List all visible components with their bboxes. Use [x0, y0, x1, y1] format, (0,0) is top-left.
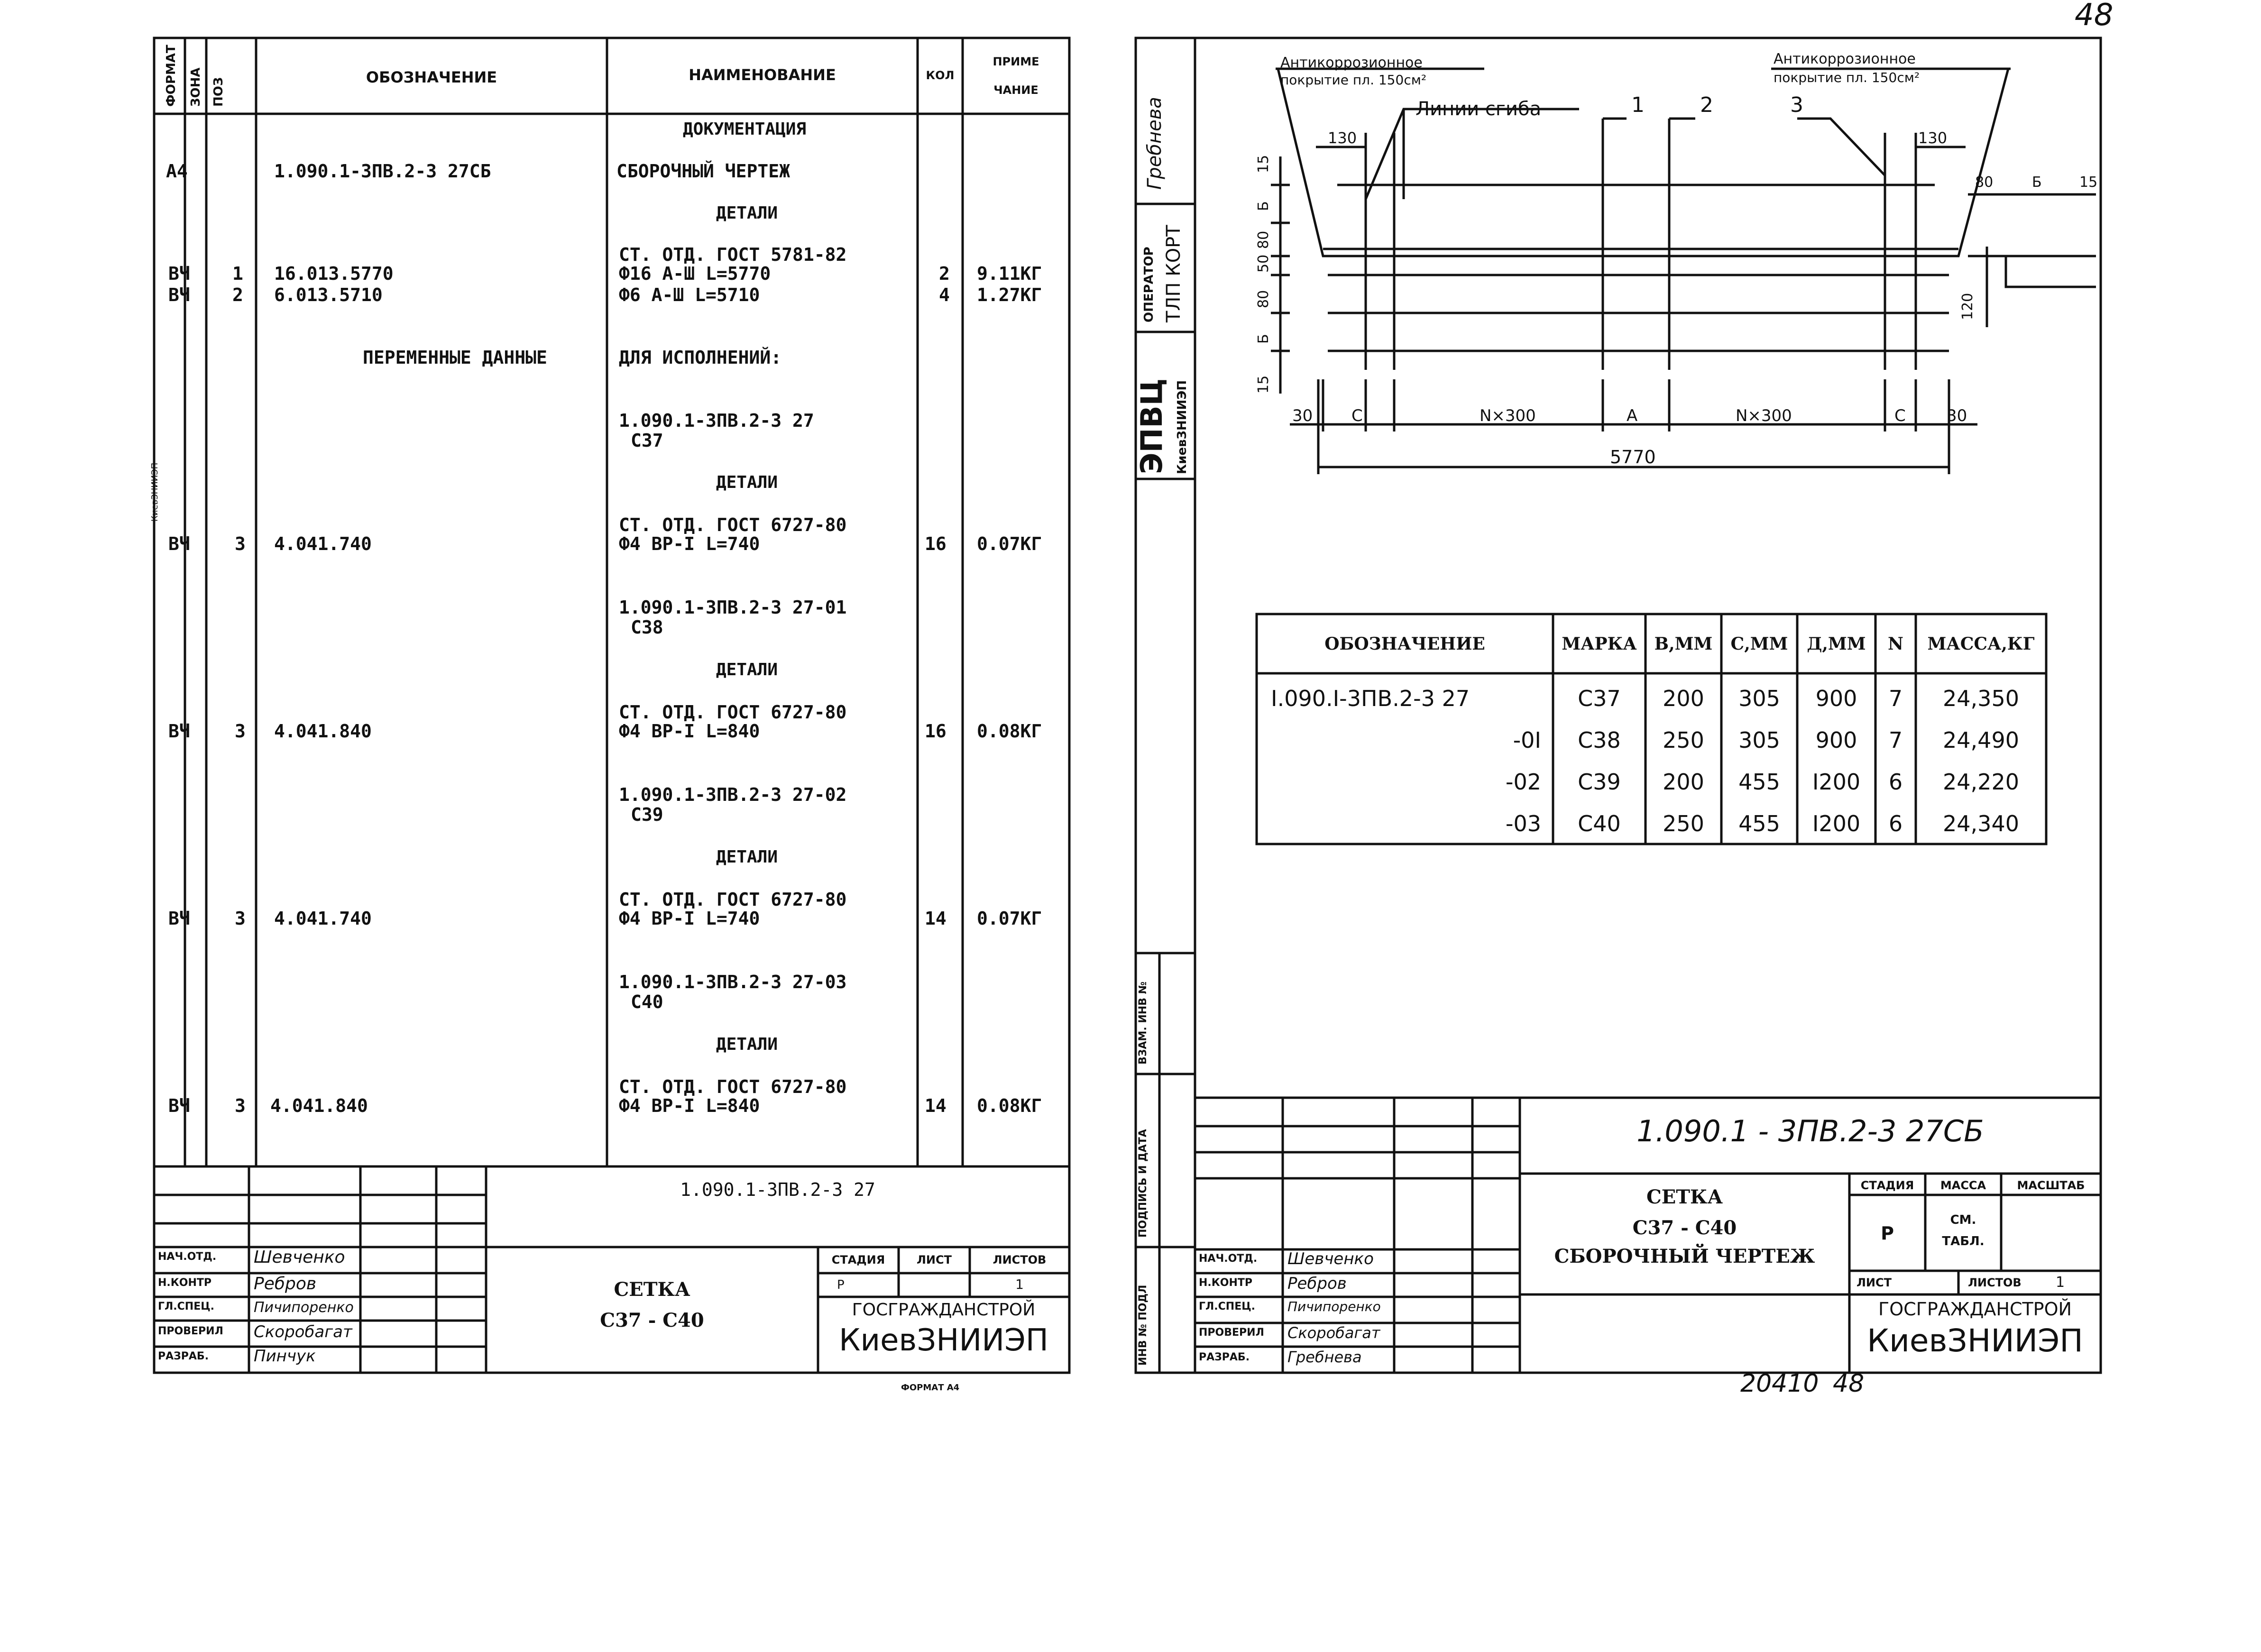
- v1-format: ВЧ: [168, 533, 190, 554]
- pos-2: 2: [1700, 93, 1713, 117]
- v3-mark: С39: [631, 804, 663, 825]
- right-tb-mass-1: СМ.: [1950, 1213, 1976, 1227]
- left-tb-stage: Р: [837, 1278, 845, 1292]
- right-tb-org: ГОСГРАЖДАНСТРОЙ: [1878, 1299, 2072, 1320]
- left-frame: [154, 38, 1069, 1373]
- header-position: ПОЗ: [211, 77, 226, 107]
- side-inv-orig: ИНВ № ПОДЛ: [1137, 1285, 1149, 1366]
- tbl-r4-n: 6: [1888, 811, 1903, 836]
- v4-note: 0.08КГ: [977, 1095, 1042, 1116]
- dim-n300-right: N×300: [1736, 406, 1792, 425]
- tbl-h-n: N: [1888, 634, 1903, 654]
- v1-pos: 3: [235, 533, 246, 554]
- v4-designation: 4.041.840: [270, 1095, 368, 1116]
- dim-30-left: 30: [1292, 406, 1313, 425]
- v2-code: 1.090.1-3ПВ.2-3 27-01: [619, 597, 847, 618]
- right-tb-sheet-h: ЛИСТ: [1857, 1276, 1892, 1289]
- p2-name: Ф6 А-Ш L=5710: [619, 285, 760, 305]
- v3-pos: 3: [235, 908, 246, 929]
- variable-data: ПЕРЕМЕННЫЕ ДАННЫЕ: [363, 347, 547, 368]
- dim-b-top: Б: [1255, 201, 1272, 211]
- v3-name-2: Ф4 ВР-I L=740: [619, 908, 760, 929]
- tbl-h-b: В,ММ: [1654, 634, 1713, 654]
- v1-mark: С37: [631, 430, 663, 451]
- p1-format: ВЧ: [168, 263, 190, 284]
- tbl-h-mark: МАРКА: [1562, 634, 1637, 654]
- archive-sheet: 48: [1833, 1369, 1865, 1398]
- coat-left-2: покрытие пл. 150см²: [1280, 72, 1427, 88]
- right-person-2: Ребров: [1287, 1274, 1347, 1293]
- doc-format: А4: [166, 161, 188, 182]
- left-tb-institute: КиевЗНИИЭП: [839, 1323, 1048, 1358]
- right-role-3: ГЛ.СПЕЦ.: [1199, 1301, 1256, 1312]
- side-evc-sub: КиевЗНИИЭП: [1175, 380, 1189, 474]
- left-side-stamp: КиевЗНИИЭП: [150, 462, 160, 522]
- p2-note: 1.27КГ: [977, 285, 1042, 305]
- v4-name-1: СТ. ОТД. ГОСТ 6727-80: [619, 1076, 847, 1097]
- tbl-r1-d: 900: [1815, 686, 1857, 711]
- right-tb-title-1: СЕТКА: [1646, 1186, 1723, 1208]
- p1-note: 9.11КГ: [977, 263, 1042, 284]
- v2-format: ВЧ: [168, 721, 190, 742]
- right-person-5: Гребнева: [1287, 1348, 1362, 1366]
- dim-right-15: 15: [2079, 174, 2098, 191]
- tbl-r1-designation: I.090.I-3ПВ.2-3 27: [1271, 686, 1470, 711]
- p2-qty: 4: [939, 285, 950, 305]
- left-tb-code: 1.090.1-3ПВ.2-3 27: [680, 1179, 875, 1200]
- v3-name-1: СТ. ОТД. ГОСТ 6727-80: [619, 889, 847, 910]
- v2-pos: 3: [235, 721, 246, 742]
- v2-note: 0.08КГ: [977, 721, 1042, 742]
- tbl-r2-b: 250: [1663, 727, 1704, 753]
- right-tb-stage-h: СТАДИЯ: [1860, 1179, 1914, 1192]
- v1-code: 1.090.1-3ПВ.2-3 27: [619, 410, 814, 431]
- left-tb-title-2: С37 - С40: [600, 1309, 704, 1331]
- v3-code: 1.090.1-3ПВ.2-3 27-02: [619, 784, 847, 805]
- v1-name-1: СТ. ОТД. ГОСТ 6727-80: [619, 514, 847, 535]
- v3-qty: 14: [925, 908, 947, 929]
- archive-number: 20410: [1740, 1369, 1819, 1398]
- v2-name-1: СТ. ОТД. ГОСТ 6727-80: [619, 702, 847, 723]
- dim-120: 120: [1959, 293, 1976, 320]
- dim-50: 50: [1255, 254, 1272, 273]
- p2-pos: 2: [232, 285, 243, 305]
- left-person-5: Пинчук: [254, 1347, 316, 1366]
- right-tb-institute: КиевЗНИИЭП: [1867, 1322, 2083, 1359]
- tbl-r2-mark: С38: [1578, 727, 1621, 753]
- left-person-2: Ребров: [254, 1274, 317, 1294]
- tbl-r3-mark: С39: [1578, 769, 1621, 795]
- header-note-1: ПРИМЕ: [993, 55, 1039, 68]
- mesh-drawing: [1271, 69, 2096, 474]
- left-person-1: Шевченко: [254, 1248, 345, 1267]
- tbl-r1-mass: 24,350: [1943, 686, 2019, 711]
- dim-80: 80: [1255, 230, 1272, 249]
- right-person-3: Пичипоренко: [1287, 1299, 1381, 1314]
- dim-right-80: 80: [1975, 174, 1994, 191]
- left-tb-sheet-h: ЛИСТ: [916, 1253, 952, 1267]
- tbl-r2-c: 305: [1738, 727, 1780, 753]
- pos-1: 1: [1631, 93, 1645, 117]
- bend-lines: Линии сгиба: [1415, 98, 1542, 120]
- v2-mark: С38: [631, 617, 663, 638]
- v4-code: 1.090.1-3ПВ.2-3 27-03: [619, 972, 847, 992]
- v4-format: ВЧ: [168, 1095, 190, 1116]
- tbl-r1-b: 200: [1663, 686, 1704, 711]
- tbl-r1-mark: С37: [1578, 686, 1621, 711]
- v3-parts: ДЕТАЛИ: [716, 847, 778, 867]
- page-number: 48: [2075, 0, 2114, 33]
- tbl-r3-designation: -02: [1505, 769, 1541, 795]
- left-tb-org: ГОСГРАЖДАНСТРОЙ: [852, 1300, 1036, 1320]
- dim-80b: 80: [1255, 290, 1272, 308]
- tbl-r4-mark: С40: [1578, 811, 1621, 836]
- right-role-4: ПРОВЕРИЛ: [1199, 1327, 1264, 1339]
- right-tb-title-2: С37 - С40: [1632, 1217, 1737, 1239]
- left-tb-title-1: СЕТКА: [614, 1278, 690, 1301]
- dim-c-right: С: [1894, 406, 1906, 425]
- left-role-4: ПРОВЕРИЛ: [158, 1325, 223, 1337]
- header-note-2: ЧАНИЕ: [993, 83, 1039, 97]
- tbl-r4-d: I200: [1812, 811, 1861, 836]
- v2-designation: 4.041.840: [274, 721, 372, 742]
- header-zone: ЗОНА: [189, 67, 203, 107]
- for-variants: ДЛЯ ИСПОЛНЕНИЙ:: [619, 347, 782, 368]
- v2-qty: 16: [925, 721, 947, 742]
- tbl-r3-d: I200: [1812, 769, 1861, 795]
- side-vzam: ВЗАМ. ИНВ №: [1137, 981, 1149, 1065]
- v1-note: 0.07КГ: [977, 533, 1042, 554]
- v4-pos: 3: [235, 1095, 246, 1116]
- tbl-r3-c: 455: [1738, 769, 1780, 795]
- v4-parts: ДЕТАЛИ: [716, 1035, 778, 1054]
- dim-130-left: 130: [1328, 129, 1357, 147]
- side-tlp: ТЛП КОРТ: [1163, 225, 1185, 322]
- v3-format: ВЧ: [168, 908, 190, 929]
- v1-designation: 4.041.740: [274, 533, 372, 554]
- v1-name-2: Ф4 ВР-I L=740: [619, 533, 760, 554]
- right-role-5: РАЗРАБ.: [1199, 1351, 1250, 1363]
- v2-name-2: Ф4 ВР-I L=840: [619, 721, 760, 742]
- header-name: НАИМЕНОВАНИЕ: [689, 66, 836, 84]
- tbl-r1-c: 305: [1738, 686, 1780, 711]
- tbl-r4-c: 455: [1738, 811, 1780, 836]
- dim-n300-left: N×300: [1480, 406, 1536, 425]
- p2-designation: 6.013.5710: [274, 285, 383, 305]
- tbl-h-mass: МАССА,КГ: [1927, 634, 2035, 654]
- v3-note: 0.07КГ: [977, 908, 1042, 929]
- tbl-h-designation: ОБОЗНАЧЕНИЕ: [1324, 634, 1485, 654]
- v4-name-2: Ф4 ВР-I L=840: [619, 1095, 760, 1116]
- left-role-2: Н.КОНТР: [158, 1277, 211, 1289]
- tbl-r4-mass: 24,340: [1943, 811, 2019, 836]
- right-role-2: Н.КОНТР: [1199, 1277, 1252, 1289]
- v1-qty: 16: [925, 533, 947, 554]
- coat-right-2: покрытие пл. 150см²: [1774, 70, 1920, 85]
- left-role-1: НАЧ.ОТД.: [158, 1251, 217, 1263]
- right-role-1: НАЧ.ОТД.: [1199, 1253, 1258, 1265]
- dim-right-b: Б: [2032, 174, 2042, 191]
- dim-130-right: 130: [1918, 129, 1948, 147]
- right-tb-title-3: СБОРОЧНЫЙ ЧЕРТЕЖ: [1554, 1245, 1815, 1267]
- v4-qty: 14: [925, 1095, 947, 1116]
- tbl-r3-mass: 24,220: [1943, 769, 2019, 795]
- dim-total: 5770: [1610, 447, 1656, 468]
- tbl-r2-mass: 24,490: [1943, 727, 2019, 753]
- v4-mark: С40: [631, 991, 663, 1012]
- dim-c-left: С: [1351, 406, 1363, 425]
- v1-parts: ДЕТАЛИ: [716, 473, 778, 492]
- tbl-r1-n: 7: [1888, 686, 1903, 711]
- left-tb-sheets: 1: [1015, 1276, 1024, 1292]
- p1-qty: 2: [939, 263, 950, 284]
- tbl-h-c: С,ММ: [1730, 634, 1788, 654]
- right-tb-sheets-h: ЛИСТОВ: [1968, 1276, 2022, 1289]
- tbl-h-d: Д,ММ: [1807, 634, 1866, 654]
- side-operator-label: ОПЕРАТОР: [1142, 247, 1156, 322]
- tbl-r3-b: 200: [1663, 769, 1704, 795]
- coat-right-1: Антикоррозионное: [1774, 51, 1916, 67]
- left-tb-sheets-h: ЛИСТОВ: [993, 1253, 1047, 1267]
- right-tb-sheets: 1: [2056, 1274, 2065, 1291]
- p1-name-1: СТ. ОТД. ГОСТ 5781-82: [619, 244, 847, 265]
- tbl-r4-designation: -03: [1505, 811, 1541, 836]
- tbl-r2-n: 7: [1888, 727, 1903, 753]
- pos-3: 3: [1790, 93, 1803, 117]
- right-tb-code: 1.090.1 - 3ПВ.2-3 27СБ: [1636, 1114, 1984, 1148]
- section-documentation: ДОКУМЕНТАЦИЯ: [683, 119, 807, 139]
- right-tb-mass-2: ТАБЛ.: [1942, 1234, 1985, 1248]
- side-signature-date: ПОДПИСЬ И ДАТА: [1137, 1129, 1149, 1238]
- dim-b-bottom: Б: [1255, 334, 1272, 344]
- right-tb-scale-h: МАСШТАБ: [2017, 1179, 2085, 1192]
- p1-designation: 16.013.5770: [274, 263, 394, 284]
- p1-pos: 1: [232, 263, 243, 284]
- side-evc: ЭПВЦ: [1134, 378, 1169, 474]
- right-tb-mass-h: МАССА: [1940, 1179, 1986, 1192]
- coat-left-1: Антикоррозионное: [1280, 55, 1423, 71]
- dim-15-top: 15: [1255, 155, 1272, 173]
- doc-designation: 1.090.1-3ПВ.2-3 27СБ: [274, 161, 491, 182]
- doc-name: СБОРОЧНЫЙ ЧЕРТЕЖ: [616, 161, 790, 182]
- tbl-r2-d: 900: [1815, 727, 1857, 753]
- v2-parts: ДЕТАЛИ: [716, 660, 778, 679]
- tbl-r4-b: 250: [1663, 811, 1704, 836]
- left-person-4: Скоробагат: [254, 1322, 352, 1341]
- header-designation: ОБОЗНАЧЕНИЕ: [366, 68, 497, 86]
- section-parts-1: ДЕТАЛИ: [716, 203, 778, 223]
- v3-designation: 4.041.740: [274, 908, 372, 929]
- format-note: ФОРМАТ А4: [901, 1383, 960, 1393]
- header-qty: КОЛ: [926, 69, 955, 82]
- left-role-3: ГЛ.СПЕЦ.: [158, 1301, 215, 1312]
- left-tb-stage-h: СТАДИЯ: [831, 1253, 885, 1267]
- dim-30-right: 30: [1947, 406, 1967, 425]
- tbl-r3-n: 6: [1888, 769, 1903, 795]
- dim-a: А: [1627, 406, 1638, 425]
- side-author: Гребнева: [1144, 97, 1166, 190]
- right-person-1: Шевченко: [1287, 1249, 1374, 1268]
- tbl-r2-designation: -0I: [1513, 727, 1541, 753]
- right-person-4: Скоробагат: [1287, 1324, 1380, 1342]
- p2-format: ВЧ: [168, 285, 190, 305]
- p1-name-2: Ф16 А-Ш L=5770: [619, 263, 771, 284]
- left-role-5: РАЗРАБ.: [158, 1350, 209, 1362]
- dim-15-bottom: 15: [1255, 375, 1272, 394]
- right-tb-stage: Р: [1881, 1223, 1894, 1244]
- left-person-3: Пичипоренко: [254, 1299, 354, 1316]
- header-format: ФОРМАТ: [164, 45, 178, 107]
